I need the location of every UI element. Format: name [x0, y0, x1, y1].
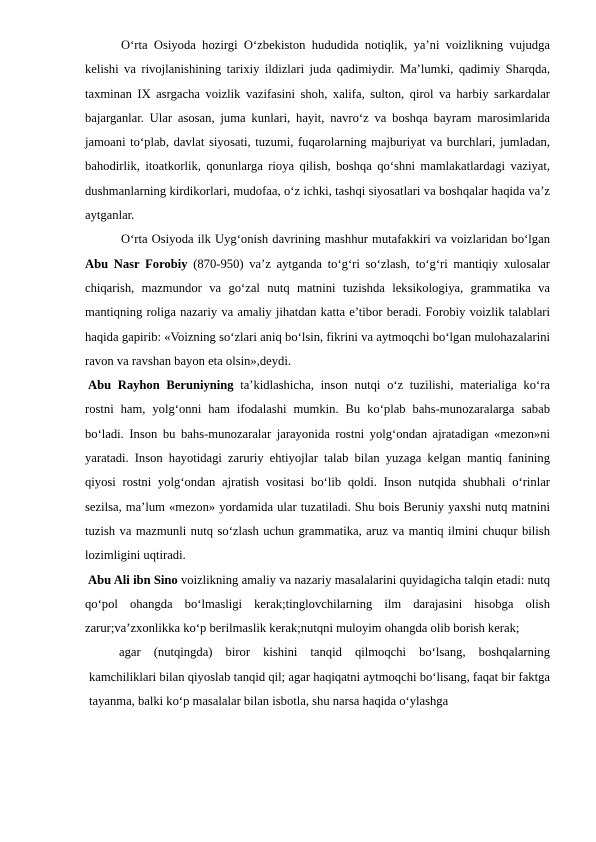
paragraph-2: [85, 227, 550, 373]
paragraph-1: O‘rta Osiyoda hozirgi O‘zbekiston hududida notiqlik, ya’ni voizlikning vujudga kelishi va rivojlanishining tarixiy ildizlari juda qadimiydir. Ma’lumki, qadimiy Sharqda, taxminan IX asrgacha voizlik vazifasini shoh, xalifa, sulton, qirol va harbiy sarkardalar bajarganlar. Ular asosan, juma kunlari, hayit, navro‘z va boshqa bayram marosimlarida jamoani to‘plab, davlat siyosati, tuzumi, fuqarolarning majburiyat va burchlari, jumladan, bahodirlik, itoatkorlik, qonunlarga rioya qilish, boshqa qo‘shni mamlakatlardagi vaziyat, dushmanlarning kirdikorlari, mudofaa, o‘z ichki, tashqi siyosatlari va boshqalar haqida va’z aytganlar.: [85, 38, 550, 223]
paragraph-2-text-b: (870-950) va’z aytganda to‘g‘ri so‘zlash, to‘g‘ri mantiqiy xulosalar chiqarish, mazmundor va go‘zal nutq matnini tuzishda leksikologiya, grammatika va mantiqning roliga nazariy va amaliy jihatdan katta e’tibor beradi. Forobiy voizlik talablari haqida gapirib: «Voizning so‘zlari aniq bo‘lsin, fikrini va aytmoqchi bo‘lgan mulohazalarini ravon va ravshan bayon eta olsin»,deydi.: [85, 256, 550, 368]
paragraph-3-text: ta’kidlashicha, inson nutqi o‘z tuzilishi, materialiga ko‘ra rostni ham, yolg‘onni ham ifodalashi mumkin. Bu ko‘plab bahs-munozaralarga sabab bo‘ladi. Inson bu bahs-munozaralar jarayonida rostni yolg‘ondan ajratadigan «mezon»ni yaratadi. Inson hayotidagi zaruriy ehtiyojlar talab bilan yuzaga kelgan mantiq fanining qiyosi rostni yolg‘ondan ajratish vositasi bo‘lib qoldi. Inson nutqida shubhali o‘rinlar sezilsa, ma’lum «mezon» yordamida ular tuzatiladi. Shu bois Beruniy yaxshi nutq matnini tuzish va mazmunli nutq so‘zlash uchun grammatika, aruz va mantiq ilmini chuqur bilish lozimligini uqtiradi.: [85, 378, 550, 563]
name-abu-rayhon-beruniy: Abu Rayhon Beruniyning: [88, 378, 234, 393]
paragraph-5-quote: agar (nutqingda) biror kishini tanqid qilmoqchi bo‘lsang, boshqalarning kamchiliklari bilan qiyoslab tanqid qil; agar haqiqatni aytmoqchi bo‘lisang, faqat bir faktga tayanma, balki ko‘p masalalar bilan isbotla, shu narsa haqida o‘ylashga: [89, 645, 550, 709]
name-abu-ali-ibn-sino: Abu Ali ibn Sino: [88, 572, 178, 587]
name-abu-nasr-forobiy: Abu Nasr Forobiy: [85, 256, 188, 271]
paragraph-4: [85, 568, 550, 641]
paragraph-3: [85, 373, 550, 567]
paragraph-4-text: voizlikning amaliy va nazariy masalalarini quyidagicha talqin etadi: nutq qo‘pol ohangda bo‘lmasligi kerak;tinglovchilarning ilm darajasini hisobga olish zarur;va’zxonlikka ko‘p berilmaslik kerak;nutqni muloyim ohangda olib borish kerak;: [85, 572, 550, 636]
paragraph-2-text-a: O‘rta Osiyoda ilk Uyg‘onish davrining mashhur mutafakkiri va voizlaridan bo‘lgan: [121, 232, 550, 247]
